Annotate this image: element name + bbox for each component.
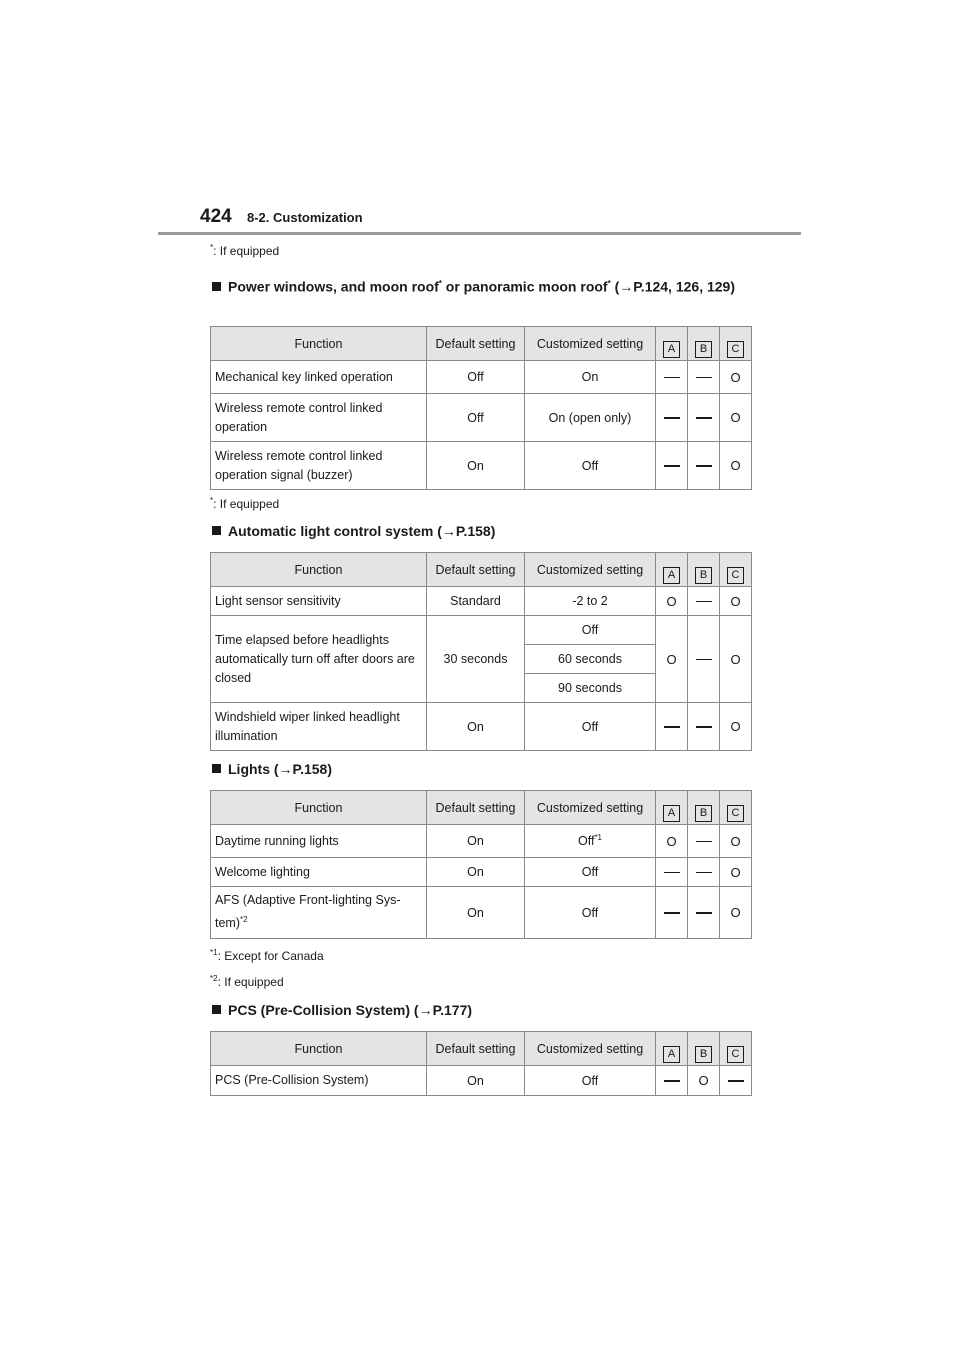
- mark-b: [688, 858, 720, 887]
- footnote-text: Except for Canada: [224, 949, 324, 963]
- mark-c: [720, 825, 752, 858]
- function-cell: PCS (Pre-Collision System): [211, 1066, 427, 1096]
- column-header-customized: Customized setting: [525, 553, 656, 587]
- column-header-function: Function: [211, 791, 427, 825]
- customized-option: 60 seconds: [525, 645, 656, 674]
- footnote-1: $^{*1}$: Except for Canada: [210, 948, 324, 963]
- dash-mark: [664, 872, 680, 874]
- automatic-light-table: [210, 552, 752, 751]
- column-header-default: Default setting: [427, 1032, 525, 1066]
- table-row: [211, 858, 752, 887]
- section-heading-power-windows: Power windows, and moon roof* or panoramic moon roof* (→P.124, 126, 129): [212, 273, 752, 298]
- mark-c: [720, 887, 752, 939]
- dash-mark: [664, 417, 680, 419]
- customized-cell: On: [525, 361, 656, 394]
- dash-mark: [696, 465, 712, 467]
- function-cell: Time elapsed before headlights automatically turn off after doors are closed: [211, 616, 427, 703]
- default-cell: Off: [427, 361, 525, 394]
- mark-c: [720, 1066, 752, 1096]
- column-header-a: [656, 553, 688, 587]
- footnote-equipped-1: *: If equipped: [210, 243, 280, 258]
- column-header-default: Default setting: [427, 791, 525, 825]
- default-cell: On: [427, 1066, 525, 1096]
- customized-value: Off: [577, 834, 595, 849]
- mark-c: [720, 616, 752, 703]
- function-cell: [211, 887, 427, 939]
- mark-c: [720, 587, 752, 616]
- footnote-text: If equipped: [219, 244, 280, 258]
- dash-mark: [664, 726, 680, 728]
- footnote-text: If equipped: [224, 975, 284, 989]
- footnote-equipped-2: *: If equipped: [210, 496, 280, 511]
- default-cell: On: [427, 887, 525, 939]
- column-header-a: [656, 327, 688, 361]
- column-header-c: [720, 791, 752, 825]
- circle-mark: O: [666, 651, 677, 667]
- customized-cell: Off: [525, 442, 656, 490]
- dash-mark: [664, 1080, 680, 1082]
- square-bullet-icon: [212, 526, 221, 535]
- label-a: A: [663, 567, 680, 584]
- mark-b: [688, 825, 720, 858]
- function-cell: Light sensor sensitivity: [211, 587, 427, 616]
- mark-a: [656, 887, 688, 939]
- function-cell: Welcome lighting: [211, 858, 427, 887]
- customized-cell: Off: [525, 887, 656, 939]
- column-header-customized: Customized setting: [525, 327, 656, 361]
- customized-cell: Off: [525, 1066, 656, 1096]
- dash-mark: [696, 726, 712, 728]
- circle-mark: O: [730, 833, 741, 849]
- footnote-2: $^{*2}$: If equipped: [210, 974, 284, 989]
- customized-cell: Off: [525, 858, 656, 887]
- mark-b: [688, 887, 720, 939]
- circle-mark: O: [730, 410, 741, 425]
- footnote-ref: *1: [594, 833, 602, 843]
- heading-text: Automatic light control system (→P.158): [228, 523, 496, 539]
- mark-a: [656, 616, 688, 703]
- column-header-a: [656, 1032, 688, 1066]
- customized-option: Off: [525, 616, 656, 645]
- circle-mark: O: [666, 593, 677, 609]
- dash-mark: [696, 659, 712, 661]
- square-bullet-icon: [212, 764, 221, 773]
- function-cell: Mechanical key linked operation: [211, 361, 427, 394]
- lights-table: [210, 790, 752, 939]
- column-header-a: [656, 791, 688, 825]
- table-row: [211, 703, 752, 751]
- label-a: A: [663, 805, 680, 822]
- section-title: 8-2. Customization: [247, 210, 363, 225]
- default-cell: On: [427, 703, 525, 751]
- column-header-c: [720, 1032, 752, 1066]
- mark-a: [656, 442, 688, 490]
- dash-mark: [696, 601, 712, 603]
- heading-page-ref: (→P.124, 126, 129): [610, 278, 735, 295]
- power-windows-table: [210, 326, 752, 490]
- mark-b: [688, 703, 720, 751]
- table-row: [211, 587, 752, 616]
- function-cell: Wireless remote control linked operation: [211, 394, 427, 442]
- table-row: [211, 616, 752, 645]
- mark-c: [720, 442, 752, 490]
- dash-mark: [696, 912, 712, 914]
- heading-text: Power windows, and moon roof: [228, 278, 439, 295]
- mark-c: [720, 394, 752, 442]
- mark-b: [688, 361, 720, 394]
- label-b: B: [695, 341, 712, 358]
- column-header-b: [688, 1032, 720, 1066]
- header-rule: [158, 232, 801, 235]
- heading-text: PCS (Pre-Collision System) (→P.177): [228, 1002, 473, 1018]
- label-c: C: [727, 1046, 744, 1063]
- circle-mark: O: [730, 593, 741, 609]
- mark-b: [688, 587, 720, 616]
- table-row: [211, 394, 752, 442]
- column-header-c: [720, 327, 752, 361]
- table-row: [211, 361, 752, 394]
- mark-b: [688, 394, 720, 442]
- circle-mark: O: [730, 651, 741, 667]
- circle-mark: O: [698, 1073, 709, 1088]
- default-cell: On: [427, 825, 525, 858]
- customized-cell: Off: [525, 703, 656, 751]
- circle-mark: O: [730, 864, 741, 880]
- section-heading-lights: [212, 759, 752, 780]
- dash-mark: [696, 417, 712, 419]
- dash-mark: [664, 912, 680, 914]
- mark-b: [688, 1066, 720, 1096]
- customized-cell: [525, 825, 656, 858]
- column-header-function: Function: [211, 553, 427, 587]
- section-heading-automatic-light: [212, 521, 752, 542]
- circle-mark: O: [730, 369, 741, 385]
- dash-mark: [664, 377, 680, 379]
- pcs-table: [210, 1031, 752, 1096]
- circle-mark: O: [666, 833, 677, 849]
- mark-a: [656, 587, 688, 616]
- column-header-default: Default setting: [427, 327, 525, 361]
- mark-a: [656, 394, 688, 442]
- column-header-c: [720, 553, 752, 587]
- table-row: [211, 825, 752, 858]
- mark-c: [720, 361, 752, 394]
- label-b: B: [695, 567, 712, 584]
- label-c: C: [727, 567, 744, 584]
- dash-mark: [696, 377, 712, 379]
- label-c: C: [727, 805, 744, 822]
- column-header-function: Function: [211, 1032, 427, 1066]
- page-number: 424: [200, 206, 232, 227]
- dash-mark: [696, 872, 712, 874]
- dash-mark: [728, 1080, 744, 1082]
- column-header-function: Function: [211, 327, 427, 361]
- mark-c: [720, 858, 752, 887]
- column-header-b: [688, 553, 720, 587]
- mark-a: [656, 1066, 688, 1096]
- mark-b: [688, 442, 720, 490]
- label-a: A: [663, 341, 680, 358]
- customized-option: 90 seconds: [525, 674, 656, 703]
- column-header-customized: Customized setting: [525, 791, 656, 825]
- table-row: [211, 887, 752, 939]
- default-cell: Standard: [427, 587, 525, 616]
- dash-mark: [664, 465, 680, 467]
- circle-mark: O: [730, 719, 741, 734]
- label-c: C: [727, 341, 744, 358]
- mark-a: [656, 703, 688, 751]
- function-cell: Wireless remote control linked operation signal (buzzer): [211, 442, 427, 490]
- label-b: B: [695, 805, 712, 822]
- function-cell: Daytime running lights: [211, 825, 427, 858]
- table-row: [211, 442, 752, 490]
- column-header-customized: Customized setting: [525, 1032, 656, 1066]
- default-cell: On: [427, 858, 525, 887]
- heading-text: Lights (→P.158): [228, 761, 332, 777]
- column-header-default: Default setting: [427, 553, 525, 587]
- column-header-b: [688, 791, 720, 825]
- heading-text: or panoramic moon roof: [441, 278, 608, 295]
- circle-mark: O: [730, 905, 741, 920]
- square-bullet-icon: [212, 282, 221, 291]
- mark-c: [720, 703, 752, 751]
- mark-b: [688, 616, 720, 703]
- customized-cell: On (open only): [525, 394, 656, 442]
- circle-mark: O: [730, 458, 741, 473]
- section-heading-pcs: [212, 1000, 752, 1021]
- footnote-text: If equipped: [219, 497, 280, 511]
- mark-a: [656, 825, 688, 858]
- footnote-ref: *2: [240, 915, 248, 925]
- table-row: [211, 1066, 752, 1096]
- function-text: AFS (Adaptive Front-lighting Sys-tem): [215, 893, 401, 931]
- dash-mark: [696, 841, 712, 843]
- square-bullet-icon: [212, 1005, 221, 1014]
- customized-cell: -2 to 2: [525, 587, 656, 616]
- default-cell: 30 seconds: [427, 616, 525, 703]
- default-cell: Off: [427, 394, 525, 442]
- label-a: A: [663, 1046, 680, 1063]
- function-cell: Windshield wiper linked headlight illumination: [211, 703, 427, 751]
- mark-a: [656, 858, 688, 887]
- mark-a: [656, 361, 688, 394]
- default-cell: On: [427, 442, 525, 490]
- label-b: B: [695, 1046, 712, 1063]
- column-header-b: [688, 327, 720, 361]
